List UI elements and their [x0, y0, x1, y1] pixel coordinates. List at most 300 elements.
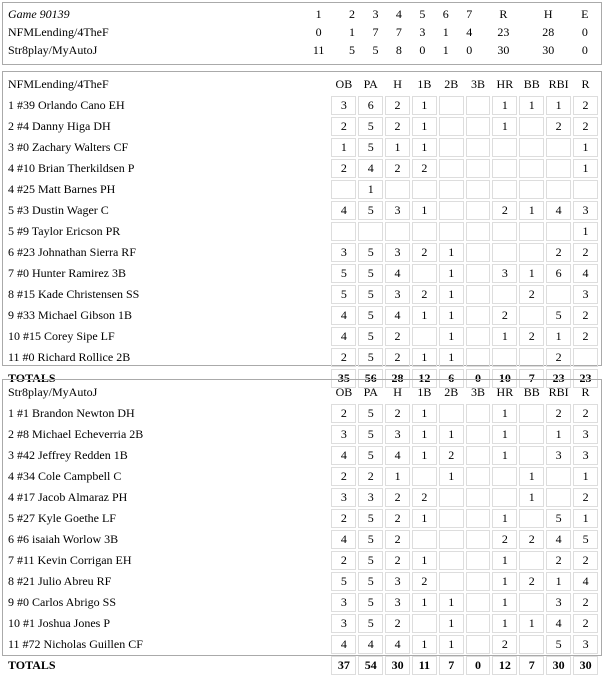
player-row: [6, 551, 598, 570]
stat-cell: 5: [358, 404, 383, 423]
stat-cell: [519, 593, 544, 612]
player-name: 11 #0 Richard Rollice 2B: [8, 350, 131, 364]
stat-cell: [439, 222, 464, 241]
inning-header: 3: [372, 7, 379, 21]
inning-score: 4: [466, 25, 473, 39]
linescore-team-row: [6, 24, 598, 40]
column-header: R: [581, 77, 590, 91]
stat-cell: 4: [385, 446, 410, 465]
column-header: BB: [523, 385, 540, 399]
stat-cell: 1: [412, 425, 437, 444]
stat-cell: 2: [331, 159, 356, 178]
column-header: RBI: [548, 77, 569, 91]
stat-cell: 5: [358, 264, 383, 283]
stat-cell: [519, 446, 544, 465]
stat-cell: [439, 117, 464, 136]
player-name: 1 #1 Brandon Newton DH: [8, 406, 135, 420]
stat-cell: [466, 180, 491, 199]
stat-cell: 1: [331, 138, 356, 157]
stat-cell: [439, 201, 464, 220]
player-row: [6, 488, 598, 507]
stat-cell: [466, 488, 491, 507]
player-name: 3 #42 Jeffrey Redden 1B: [8, 448, 128, 462]
total-cell: 11: [412, 656, 437, 675]
stat-cell: 4: [546, 530, 571, 549]
stat-cell: 1: [385, 467, 410, 486]
linescore-panel: [2, 2, 602, 65]
batting-table-away: [4, 73, 600, 390]
player-name: 5 #3 Dustin Wager C: [8, 203, 109, 217]
stat-cell: 3: [331, 488, 356, 507]
stat-cell: 2: [573, 404, 598, 423]
linescore-table: [4, 4, 600, 60]
stat-cell: 1: [439, 243, 464, 262]
stat-cell: 4: [331, 201, 356, 220]
player-row: [6, 243, 598, 262]
team-name: Str8play/MyAutoJ: [8, 43, 98, 57]
stat-cell: [466, 551, 491, 570]
stat-cell: 3: [331, 96, 356, 115]
game-label: Game 90139: [8, 7, 70, 21]
stat-cell: 5: [358, 138, 383, 157]
stat-cell: 2: [492, 635, 517, 654]
errors-total: 0: [581, 25, 588, 39]
stat-cell: 5: [546, 306, 571, 325]
stat-cell: [358, 222, 383, 241]
stat-cell: [519, 348, 544, 367]
column-header-row: [6, 383, 598, 402]
stat-cell: 4: [331, 306, 356, 325]
stat-cell: [466, 572, 491, 591]
column-header: HR: [496, 385, 514, 399]
stat-cell: 5: [358, 201, 383, 220]
stat-cell: 1: [439, 306, 464, 325]
player-name: 7 #0 Hunter Ramirez 3B: [8, 266, 126, 280]
stat-cell: 1: [358, 180, 383, 199]
column-header: PA: [363, 77, 378, 91]
stat-cell: 4: [546, 614, 571, 633]
stat-cell: [466, 425, 491, 444]
hits-total: 28: [542, 25, 555, 39]
player-name: 9 #33 Michael Gibson 1B: [8, 308, 132, 322]
player-row: [6, 306, 598, 325]
hits-header: H: [543, 7, 553, 21]
player-name: 2 #4 Danny Higa DH: [8, 119, 111, 133]
stat-cell: [439, 96, 464, 115]
hits-total: 30: [542, 43, 555, 57]
column-header-row: [6, 75, 598, 94]
inning-score: 8: [395, 43, 402, 57]
stat-cell: 1: [492, 509, 517, 528]
stat-cell: [519, 635, 544, 654]
stat-cell: 2: [492, 530, 517, 549]
stat-cell: 3: [573, 635, 598, 654]
player-row: [6, 446, 598, 465]
stat-cell: [466, 96, 491, 115]
player-row: [6, 572, 598, 591]
stat-cell: [546, 222, 571, 241]
stat-cell: 1: [519, 201, 544, 220]
inning-header: 5: [419, 7, 426, 21]
stat-cell: [412, 530, 437, 549]
totals-row: [6, 656, 598, 675]
stat-cell: [519, 117, 544, 136]
stat-cell: [439, 180, 464, 199]
player-row: [6, 159, 598, 178]
stat-cell: [466, 509, 491, 528]
player-name: 4 #25 Matt Barnes PH: [8, 182, 116, 196]
stat-cell: 4: [331, 327, 356, 346]
stat-cell: 1: [412, 138, 437, 157]
stat-cell: [439, 572, 464, 591]
stat-cell: 2: [331, 404, 356, 423]
total-cell: 7: [519, 369, 544, 388]
stat-cell: [439, 530, 464, 549]
stat-cell: [492, 488, 517, 507]
stat-cell: [331, 180, 356, 199]
stat-cell: 2: [385, 551, 410, 570]
stat-cell: 3: [331, 614, 356, 633]
stat-cell: 3: [573, 201, 598, 220]
stat-cell: 5: [546, 635, 571, 654]
stat-cell: 1: [492, 446, 517, 465]
stat-cell: 3: [385, 572, 410, 591]
stat-cell: 1: [492, 614, 517, 633]
player-row: [6, 614, 598, 633]
inning-header: 2: [349, 7, 356, 21]
stat-cell: 2: [573, 306, 598, 325]
stat-cell: 2: [573, 614, 598, 633]
batting-table-home: [4, 381, 600, 677]
player-row: [6, 404, 598, 423]
errors-header: E: [581, 7, 589, 21]
stat-cell: [492, 348, 517, 367]
column-header: BB: [523, 77, 540, 91]
stat-cell: 1: [412, 96, 437, 115]
stat-cell: [519, 138, 544, 157]
player-row: [6, 635, 598, 654]
column-header: OB: [335, 385, 353, 399]
inning-header: 4: [395, 7, 402, 21]
stat-cell: 5: [358, 285, 383, 304]
stat-cell: 2: [385, 117, 410, 136]
stat-cell: 1: [412, 348, 437, 367]
total-cell: 0: [466, 369, 491, 388]
team-name: NFMLending/4TheF: [8, 77, 109, 91]
stat-cell: 1: [439, 285, 464, 304]
stat-cell: 2: [385, 327, 410, 346]
stat-cell: [439, 509, 464, 528]
stat-cell: 3: [546, 593, 571, 612]
stat-cell: 2: [385, 159, 410, 178]
stat-cell: [519, 159, 544, 178]
stat-cell: 3: [546, 446, 571, 465]
column-header: OB: [335, 77, 353, 91]
total-cell: 7: [519, 656, 544, 675]
player-name: 4 #17 Jacob Almaraz PH: [8, 490, 128, 504]
stat-cell: 3: [573, 285, 598, 304]
player-row: [6, 425, 598, 444]
team-name: Str8play/MyAutoJ: [8, 385, 98, 399]
inning-score: 11: [312, 43, 325, 57]
stat-cell: 1: [412, 593, 437, 612]
player-row: [6, 117, 598, 136]
stat-cell: [466, 446, 491, 465]
stat-cell: 2: [519, 572, 544, 591]
linescore-team-row: [6, 42, 598, 58]
stat-cell: 2: [412, 285, 437, 304]
stat-cell: 2: [439, 446, 464, 465]
stat-cell: 2: [573, 327, 598, 346]
stat-cell: [466, 138, 491, 157]
stat-cell: 2: [385, 530, 410, 549]
stat-cell: 1: [519, 467, 544, 486]
stat-cell: 2: [331, 467, 356, 486]
column-header: 1B: [417, 385, 432, 399]
stat-cell: 2: [412, 488, 437, 507]
inning-score: 7: [395, 25, 402, 39]
stat-cell: 5: [358, 327, 383, 346]
stat-cell: 2: [573, 243, 598, 262]
stat-cell: 1: [439, 348, 464, 367]
stat-cell: [492, 467, 517, 486]
column-header: 3B: [471, 77, 486, 91]
stat-cell: 1: [412, 201, 437, 220]
stat-cell: 4: [358, 635, 383, 654]
stat-cell: 2: [385, 348, 410, 367]
stat-cell: 1: [573, 138, 598, 157]
stat-cell: 1: [573, 467, 598, 486]
stat-cell: 2: [385, 614, 410, 633]
stat-cell: 1: [412, 509, 437, 528]
stat-cell: 3: [358, 488, 383, 507]
stat-cell: 3: [385, 593, 410, 612]
column-header: RBI: [548, 385, 569, 399]
stat-cell: 1: [546, 572, 571, 591]
stat-cell: [412, 467, 437, 486]
stat-cell: 2: [331, 509, 356, 528]
stat-cell: 2: [546, 348, 571, 367]
stat-cell: 1: [412, 635, 437, 654]
stat-cell: 2: [573, 593, 598, 612]
stat-cell: 1: [492, 327, 517, 346]
stat-cell: 1: [519, 96, 544, 115]
stat-cell: 1: [492, 593, 517, 612]
stat-cell: [466, 201, 491, 220]
stat-cell: 4: [385, 635, 410, 654]
totals-label: TOTALS: [8, 371, 56, 385]
stat-cell: 1: [439, 425, 464, 444]
stat-cell: 1: [385, 138, 410, 157]
total-cell: 12: [412, 369, 437, 388]
stat-cell: [466, 159, 491, 178]
player-name: 1 #39 Orlando Cano EH: [8, 98, 125, 112]
stat-cell: 2: [331, 551, 356, 570]
stat-cell: 2: [331, 348, 356, 367]
inning-score: 5: [372, 43, 379, 57]
stat-cell: 2: [546, 551, 571, 570]
stat-cell: 1: [439, 467, 464, 486]
box-score-away: [2, 71, 602, 385]
stat-cell: [519, 180, 544, 199]
total-cell: 56: [358, 369, 383, 388]
total-cell: 28: [385, 369, 410, 388]
stat-cell: 2: [546, 117, 571, 136]
total-cell: 37: [331, 656, 356, 675]
stat-cell: [492, 180, 517, 199]
stat-cell: [492, 285, 517, 304]
column-header: 1B: [417, 77, 432, 91]
stat-cell: [492, 159, 517, 178]
stat-cell: 2: [519, 530, 544, 549]
stat-cell: 2: [331, 117, 356, 136]
player-row: [6, 530, 598, 549]
stat-cell: 2: [519, 285, 544, 304]
player-row: [6, 180, 598, 199]
stat-cell: [519, 551, 544, 570]
stat-cell: 1: [492, 404, 517, 423]
stat-cell: 1: [546, 327, 571, 346]
stat-cell: 6: [546, 264, 571, 283]
inning-header: 7: [466, 7, 473, 21]
stat-cell: [439, 488, 464, 507]
stat-cell: [412, 327, 437, 346]
stat-cell: 1: [412, 446, 437, 465]
total-cell: 7: [439, 656, 464, 675]
stat-cell: [466, 530, 491, 549]
player-name: 4 #10 Brian Therkildsen P: [8, 161, 135, 175]
stat-cell: 1: [546, 425, 571, 444]
stat-cell: 2: [573, 488, 598, 507]
stat-cell: 3: [385, 243, 410, 262]
column-header: 3B: [471, 385, 486, 399]
total-cell: 30: [546, 656, 571, 675]
stat-cell: 5: [331, 572, 356, 591]
stat-cell: 4: [358, 159, 383, 178]
stat-cell: 2: [573, 117, 598, 136]
stat-cell: 1: [519, 614, 544, 633]
player-name: 11 #72 Nicholas Guillen CF: [8, 637, 143, 651]
stat-cell: [439, 404, 464, 423]
stat-cell: 5: [358, 446, 383, 465]
player-name: 5 #9 Taylor Ericson PR: [8, 224, 121, 238]
total-cell: 30: [385, 656, 410, 675]
player-name: 6 #6 isaiah Worlow 3B: [8, 532, 119, 546]
inning-score: 3: [419, 25, 426, 39]
player-name: 2 #8 Michael Echeverria 2B: [8, 427, 144, 441]
stat-cell: 5: [358, 306, 383, 325]
stat-cell: [466, 117, 491, 136]
stat-cell: 5: [546, 509, 571, 528]
stat-cell: 1: [439, 327, 464, 346]
stat-cell: [546, 180, 571, 199]
stat-cell: [519, 509, 544, 528]
stat-cell: [492, 222, 517, 241]
inning-score: 0: [466, 43, 473, 57]
stat-cell: 4: [573, 572, 598, 591]
stat-cell: 1: [546, 96, 571, 115]
stat-cell: 5: [358, 614, 383, 633]
totals-label: TOTALS: [8, 658, 56, 672]
player-name: 5 #27 Kyle Goethe LF: [8, 511, 116, 525]
stat-cell: [466, 222, 491, 241]
inning-header: 1: [315, 7, 322, 21]
total-cell: 10: [492, 369, 517, 388]
stat-cell: 1: [412, 117, 437, 136]
stat-cell: 4: [385, 264, 410, 283]
stat-cell: 5: [358, 509, 383, 528]
stat-cell: 1: [439, 635, 464, 654]
stat-cell: 1: [519, 488, 544, 507]
stat-cell: 5: [358, 530, 383, 549]
stat-cell: [466, 614, 491, 633]
inning-score: 1: [349, 25, 356, 39]
column-header: R: [581, 385, 590, 399]
stat-cell: 6: [358, 96, 383, 115]
stat-cell: [412, 614, 437, 633]
stat-cell: 2: [412, 159, 437, 178]
stat-cell: 4: [573, 264, 598, 283]
stat-cell: [466, 285, 491, 304]
stat-cell: 2: [519, 327, 544, 346]
stat-cell: [519, 306, 544, 325]
stat-cell: 5: [358, 117, 383, 136]
stat-cell: [519, 222, 544, 241]
player-name: 10 #15 Corey Sipe LF: [8, 329, 115, 343]
stat-cell: 3: [385, 425, 410, 444]
stat-cell: 2: [385, 96, 410, 115]
stat-cell: [546, 285, 571, 304]
stat-cell: [466, 593, 491, 612]
stat-cell: [466, 404, 491, 423]
stat-cell: 2: [385, 404, 410, 423]
box-score-home: [2, 379, 602, 672]
player-row: [6, 222, 598, 241]
stat-cell: 3: [331, 243, 356, 262]
total-cell: 23: [573, 369, 598, 388]
errors-total: 0: [581, 43, 588, 57]
inning-score: 0: [315, 25, 322, 39]
stat-cell: 2: [546, 404, 571, 423]
stat-cell: [385, 222, 410, 241]
player-row: [6, 327, 598, 346]
stat-cell: [519, 404, 544, 423]
player-row: [6, 509, 598, 528]
stat-cell: [439, 551, 464, 570]
stat-cell: 2: [492, 306, 517, 325]
stat-cell: [466, 467, 491, 486]
player-row: [6, 285, 598, 304]
player-row: [6, 467, 598, 486]
stat-cell: 2: [573, 96, 598, 115]
stat-cell: 1: [412, 551, 437, 570]
stat-cell: 5: [358, 425, 383, 444]
player-row: [6, 138, 598, 157]
stat-cell: [466, 243, 491, 262]
stat-cell: 3: [492, 264, 517, 283]
stat-cell: 5: [358, 572, 383, 591]
stat-cell: 4: [385, 306, 410, 325]
inning-header: 6: [442, 7, 449, 21]
stat-cell: 5: [573, 530, 598, 549]
stat-cell: [492, 243, 517, 262]
stat-cell: 1: [573, 159, 598, 178]
stat-cell: 2: [385, 509, 410, 528]
linescore-header-row: [6, 6, 598, 22]
column-header: 2B: [444, 77, 459, 91]
inning-score: 7: [372, 25, 379, 39]
team-name: NFMLending/4TheF: [8, 25, 109, 39]
